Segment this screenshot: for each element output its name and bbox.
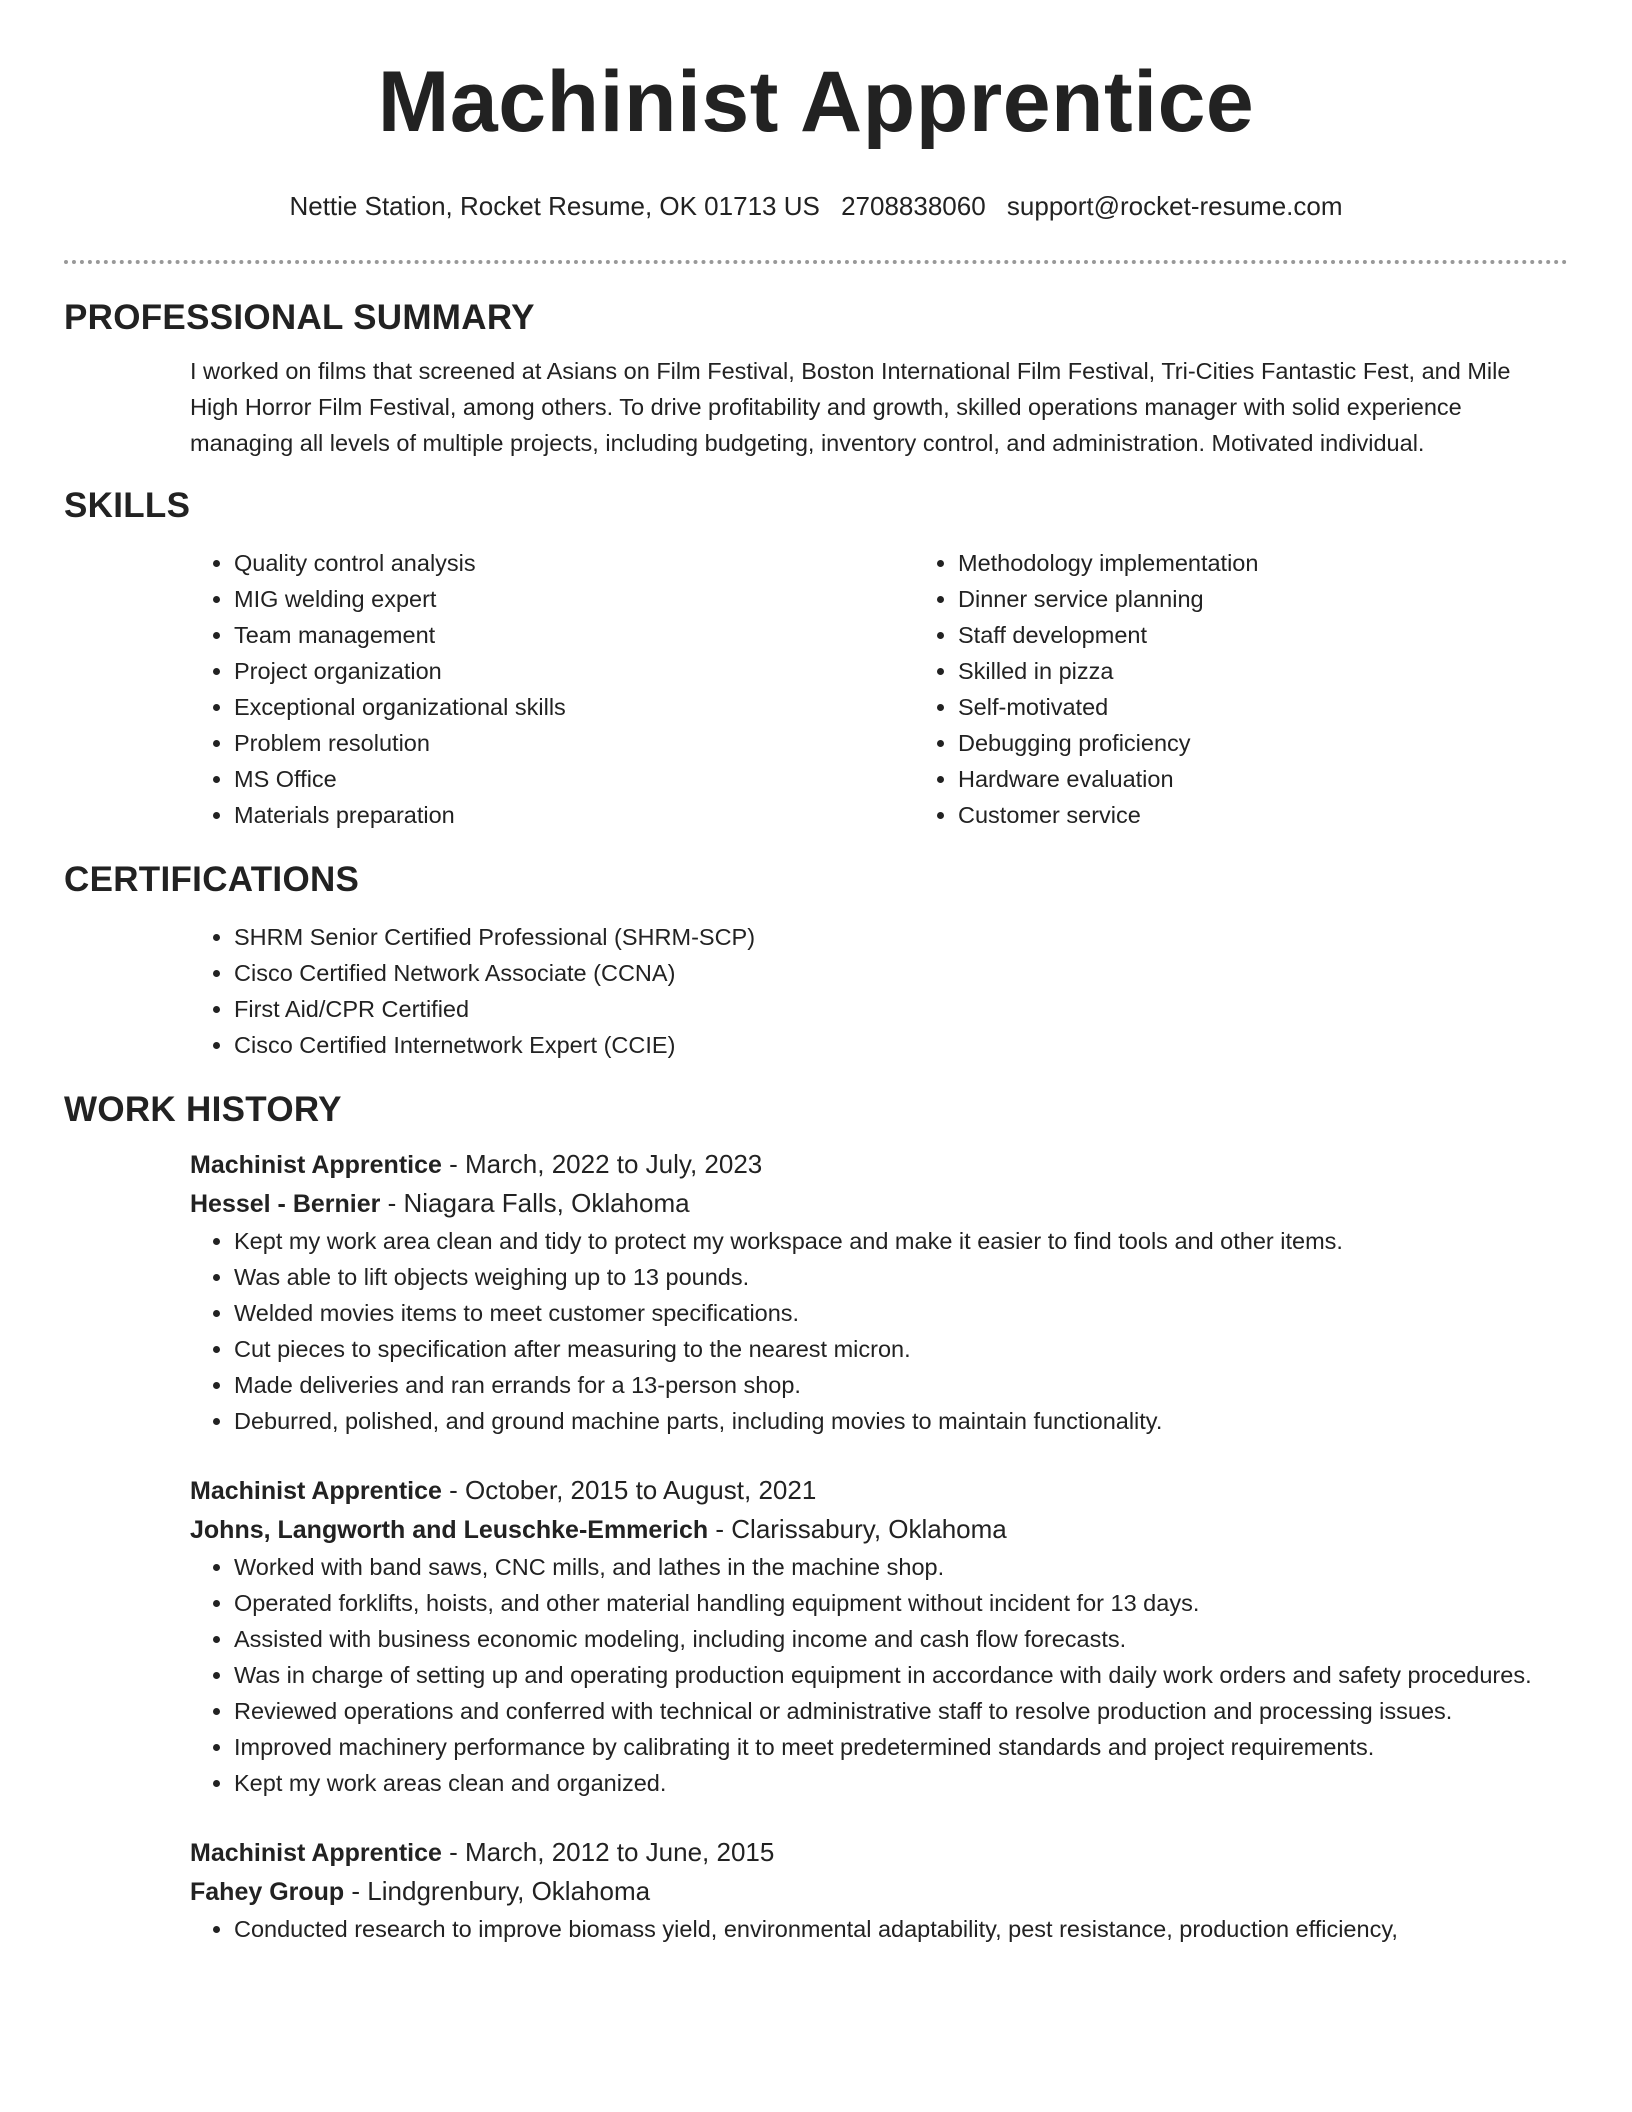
certification-item: • Cisco Certified Network Associate (CCNA) — [234, 955, 1544, 991]
job-bullet: • Conducted research to improve biomass yield, environmental adaptability, pest resistance, production efficiency, — [234, 1911, 1544, 1947]
job-company: Hessel - Bernier — [190, 1190, 381, 1218]
job-dates: - March, 2012 to June, 2015 — [441, 1837, 775, 1867]
contact-phone: 2708838060 — [841, 191, 986, 221]
skill-item: • Skilled in pizza — [958, 653, 1632, 689]
job-title-line — [190, 1471, 1544, 1510]
candidate-name: Machinist Apprentice — [377, 54, 1255, 150]
certification-item: • First Aid/CPR Certified — [234, 991, 1544, 1027]
skill-item: • MS Office — [234, 761, 914, 797]
work-history-section — [64, 1089, 1568, 1947]
skill-item: • Debugging proficiency — [958, 725, 1632, 761]
job-dates: - October, 2015 to August, 2021 — [441, 1475, 817, 1505]
job-company-line — [190, 1184, 1544, 1223]
skill-item: • Exceptional organizational skills — [234, 689, 914, 725]
job-bullets — [190, 1223, 1544, 1439]
job-title: Machinist Apprentice — [190, 1477, 442, 1505]
job-bullet: • Worked with band saws, CNC mills, and lathes in the machine shop. — [234, 1549, 1544, 1585]
skill-item: • Dinner service planning — [958, 581, 1632, 617]
job-bullet: • Was able to lift objects weighing up to 13 pounds. — [234, 1259, 1544, 1295]
job-title: Machinist Apprentice — [190, 1151, 442, 1179]
job-bullet: • Welded movies items to meet customer specifications. — [234, 1295, 1544, 1331]
job-bullet: • Deburred, polished, and ground machine parts, including movies to maintain functionality. — [234, 1403, 1544, 1439]
skill-item: • Team management — [234, 617, 914, 653]
summary-text: I worked on films that screened at Asians on Film Festival, Boston International Film Festival, Tri-Cities Fantastic Fest, and Mile High Horror Film Festival, among others. To drive profitability and growth, skilled operations manager with solid experience managing all levels of multiple projects, including budgeting, inventory control, and administration. Motivated individual. — [190, 358, 1511, 456]
skill-item: • Materials preparation — [234, 797, 914, 833]
skills-section — [64, 485, 1568, 833]
skills-columns — [190, 545, 1544, 833]
job-company: Johns, Langworth and Leuschke-Emmerich — [190, 1516, 709, 1544]
job-company-line — [190, 1510, 1544, 1549]
skill-item: • Problem resolution — [234, 725, 914, 761]
job-bullet: • Assisted with business economic modeling, including income and cash flow forecasts. — [234, 1621, 1544, 1657]
job-title: Machinist Apprentice — [190, 1839, 442, 1867]
resume-header — [0, 0, 1632, 222]
skill-item: • Hardware evaluation — [958, 761, 1632, 797]
job-company: Fahey Group — [190, 1878, 345, 1906]
skill-item: • Staff development — [958, 617, 1632, 653]
job-bullets — [190, 1911, 1544, 1947]
certifications-section — [64, 859, 1568, 1063]
job-entry — [190, 1833, 1544, 1947]
work-history-title: WORK HISTORY — [64, 1090, 342, 1129]
job-location: - Clarissabury, Oklahoma — [708, 1514, 1007, 1544]
job-bullet: • Reviewed operations and conferred with technical or administrative staff to resolve production and processing issues. — [234, 1693, 1544, 1729]
job-bullet: • Made deliveries and ran errands for a 13-person shop. — [234, 1367, 1544, 1403]
job-location: - Lindgrenbury, Oklahoma — [344, 1876, 651, 1906]
summary-body — [190, 353, 1544, 461]
contact-email: support@rocket-resume.com — [1006, 191, 1343, 221]
header-divider — [64, 260, 1568, 264]
skills-list-left — [190, 545, 914, 833]
job-bullet: • Kept my work area clean and tidy to protect my workspace and make it easier to find tools and other items. — [234, 1223, 1544, 1259]
certifications-title: CERTIFICATIONS — [64, 860, 360, 899]
job-entry — [190, 1471, 1544, 1801]
skill-item: • Project organization — [234, 653, 914, 689]
job-bullet: • Cut pieces to specification after measuring to the nearest micron. — [234, 1331, 1544, 1367]
job-bullet: • Was in charge of setting up and operating production equipment in accordance with daily work orders and safety procedures. — [234, 1657, 1544, 1693]
job-entry — [190, 1145, 1544, 1439]
job-bullets — [190, 1549, 1544, 1801]
skill-item: • Methodology implementation — [958, 545, 1632, 581]
skill-item: • Customer service — [958, 797, 1632, 833]
summary-title: PROFESSIONAL SUMMARY — [64, 298, 535, 337]
job-company-line — [190, 1872, 1544, 1911]
skills-list-right — [914, 545, 1632, 833]
certifications-body — [190, 919, 1544, 1063]
job-title-line — [190, 1145, 1544, 1184]
job-location: - Niagara Falls, Oklahoma — [380, 1188, 690, 1218]
job-dates: - March, 2022 to July, 2023 — [441, 1149, 763, 1179]
summary-section — [64, 297, 1568, 461]
certifications-list — [190, 919, 1544, 1063]
job-bullet: • Improved machinery performance by calibrating it to meet predetermined standards and project requirements. — [234, 1729, 1544, 1765]
skill-item: • Self-motivated — [958, 689, 1632, 725]
certification-item: • Cisco Certified Internetwork Expert (CCIE) — [234, 1027, 1544, 1063]
contact-address: Nettie Station, Rocket Resume, OK 01713 US — [289, 191, 820, 221]
job-bullet: • Kept my work areas clean and organized. — [234, 1765, 1544, 1801]
certification-item: • SHRM Senior Certified Professional (SHRM-SCP) — [234, 919, 1544, 955]
contact-line — [0, 190, 1632, 222]
skill-item: • Quality control analysis — [234, 545, 914, 581]
skills-title: SKILLS — [64, 486, 191, 525]
job-bullet: • Operated forklifts, hoists, and other material handling equipment without incident for 13 days. — [234, 1585, 1544, 1621]
skill-item: • MIG welding expert — [234, 581, 914, 617]
job-title-line — [190, 1833, 1544, 1872]
